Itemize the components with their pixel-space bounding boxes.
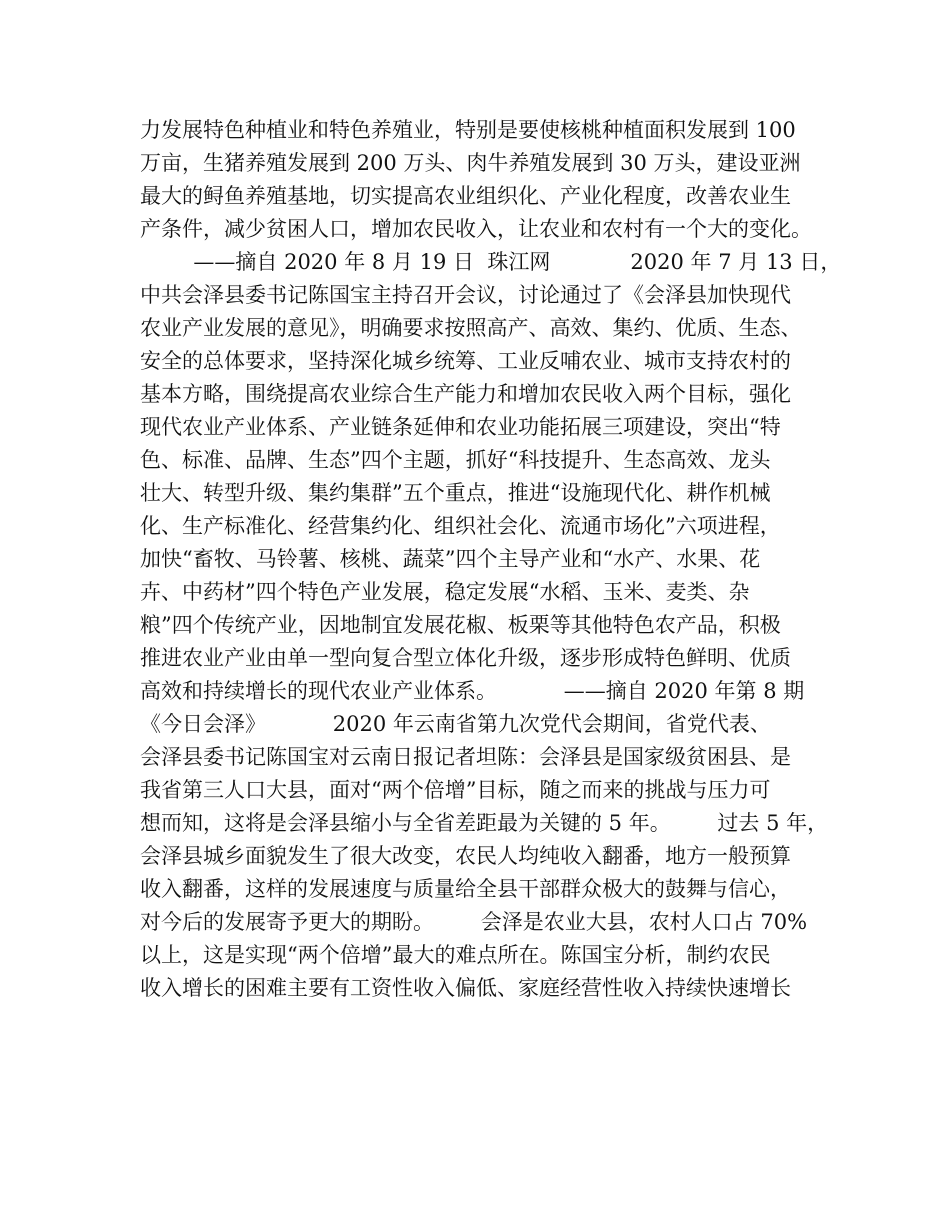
text-line: 色、标准、品牌、生态”四个主题，抓好“科技提升、生态高效、龙头 xyxy=(140,448,771,472)
text-line: 农业产业发展的意见》，明确要求按照高产、高效、集约、优质、生态、 xyxy=(140,316,802,340)
text-line: 粮”四个传统产业，因地制宜发展花椒、板栗等其他特色农产品，积极 xyxy=(140,613,781,637)
text-line: ——摘自 2020 年 8 月 19 日 珠江网 2020 年 7 月 13 日， xyxy=(140,250,842,274)
text-line: 收入增长的困难主要有工资性收入偏低、家庭经营性收入持续快速增长 xyxy=(140,976,791,1000)
text-line: 想而知，这将是会泽县缩小与全省差距最为关键的 5 年。 过去 5 年， xyxy=(140,811,829,835)
text-line: 推进农业产业由单一型向复合型立体化升级，逐步形成特色鲜明、优质 xyxy=(140,646,791,670)
text-line: 加快“畜牧、马铃薯、核桃、蔬菜”四个主导产业和“水产、水果、花 xyxy=(140,547,761,571)
text-line: 力发展特色种植业和特色养殖业，特别是要使核桃种植面积发展到 100 xyxy=(140,118,796,142)
text-line: 壮大、转型升级、集约集群”五个重点，推进“设施现代化、耕作机械 xyxy=(140,481,771,505)
text-line: 最大的鲟鱼养殖基地，切实提高农业组织化、产业化程度，改善农业生 xyxy=(140,184,791,208)
text-line: 以上，这是实现“两个倍增”最大的难点所在。陈国宝分析，制约农民 xyxy=(140,943,771,967)
text-line: 万亩，生猪养殖发展到 200 万头、肉牛养殖发展到 30 万头，建设亚洲 xyxy=(140,151,801,175)
text-line: 中共会泽县委书记陈国宝主持召开会议，讨论通过了《会泽县加快现代 xyxy=(140,283,791,307)
body-text xyxy=(140,114,840,1005)
text-line: 我省第三人口大县，面对“两个倍增”目标，随之而来的挑战与压力可 xyxy=(140,778,771,802)
text-line: 《今日会泽》 2020 年云南省第九次党代会期间，省党代表、 xyxy=(140,712,771,736)
text-line: 收入翻番，这样的发展速度与质量给全县干部群众极大的鼓舞与信心， xyxy=(140,877,791,901)
text-line: 现代农业产业体系、产业链条延伸和农业功能拓展三项建设，突出“特 xyxy=(140,415,781,439)
text-line: 安全的总体要求，坚持深化城乡统筹、工业反哺农业、城市支持农村的 xyxy=(140,349,791,373)
text-line: 对今后的发展寄予更大的期盼。 会泽是农业大县，农村人口占 70% xyxy=(140,910,808,934)
text-line: 高效和持续增长的现代农业产业体系。 ——摘自 2020 年第 8 期 xyxy=(140,679,805,703)
text-line: 基本方略，围绕提高农业综合生产能力和增加农民收入两个目标，强化 xyxy=(140,382,791,406)
text-line: 化、生产标准化、经营集约化、组织社会化、流通市场化”六项进程， xyxy=(140,514,781,538)
text-line: 产条件，减少贫困人口，增加农民收入，让农业和农村有一个大的变化。 xyxy=(140,217,812,241)
text-line: 会泽县城乡面貌发生了很大改变，农民人均纯收入翻番，地方一般预算 xyxy=(140,844,791,868)
text-line: 卉、中药材”四个特色产业发展，稳定发展“水稻、玉米、麦类、杂 xyxy=(140,580,750,604)
text-line: 会泽县委书记陈国宝对云南日报记者坦陈：会泽县是国家级贫困县、是 xyxy=(140,745,791,769)
